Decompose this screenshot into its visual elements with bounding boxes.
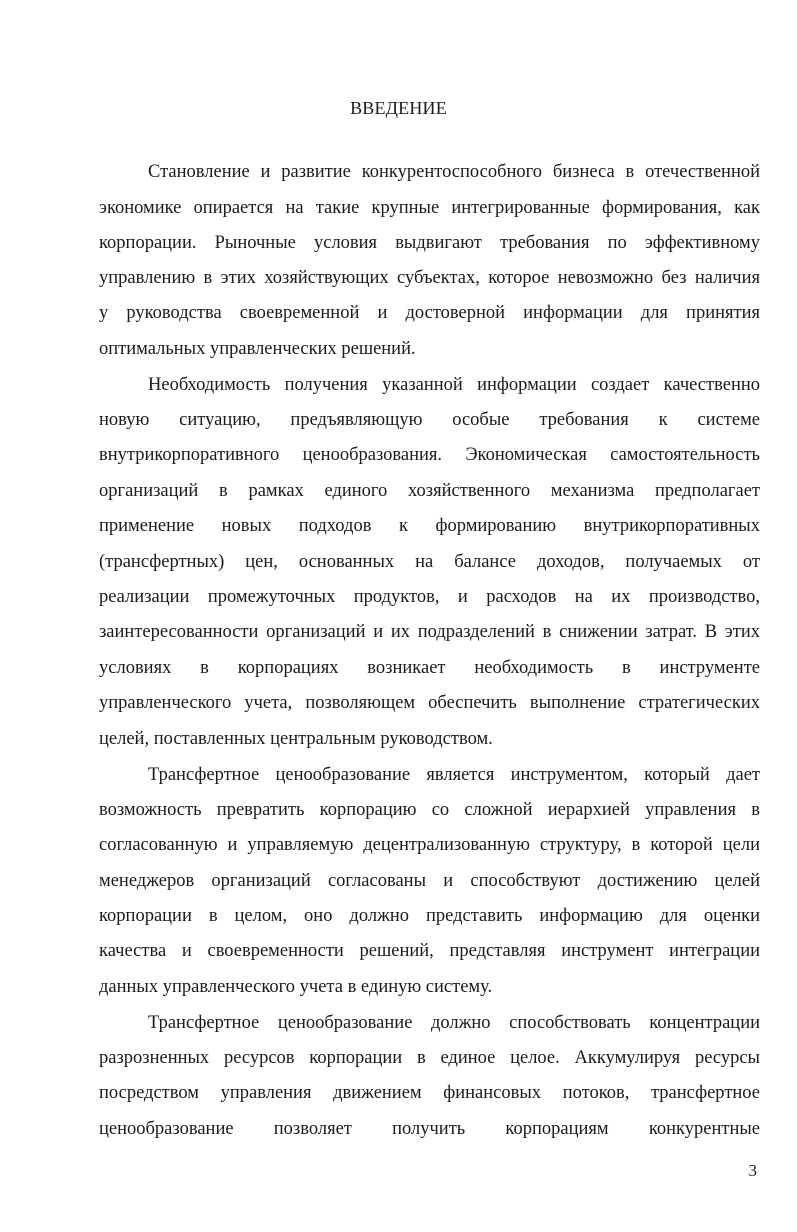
- text-line: экономике опирается на такие крупные интегрированные формирования, как: [99, 198, 760, 218]
- text-line: ценообразование позволяет получить корпорациям конкурентные: [99, 1119, 760, 1139]
- text-line: Трансфертное ценообразование является инструментом, который дает: [148, 765, 760, 785]
- text-line: корпорации в целом, оно должно представить информацию для оценки: [99, 906, 760, 926]
- page-title: ВВЕДЕНИЕ: [350, 98, 447, 118]
- text-line: у руководства своевременной и достоверной информации для принятия: [99, 303, 760, 323]
- text-line: целей, поставленных центральным руководством.: [99, 729, 493, 749]
- text-line: разрозненных ресурсов корпорации в единое целое. Аккумулируя ресурсы: [99, 1048, 760, 1068]
- text-line: корпорации. Рыночные условия выдвигают требования по эффективному: [99, 233, 760, 253]
- text-line: Трансфертное ценообразование должно способствовать концентрации: [148, 1013, 760, 1033]
- text-line: возможность превратить корпорацию со сложной иерархией управления в: [99, 800, 760, 820]
- text-line: управлению в этих хозяйствующих субъектах, которое невозможно без наличия: [99, 268, 760, 288]
- text-line: организаций в рамках единого хозяйственного механизма предполагает: [99, 481, 760, 501]
- text-line: применение новых подходов к формированию внутрикорпоративных: [99, 516, 760, 536]
- text-line: посредством управления движением финансовых потоков, трансфертное: [99, 1083, 760, 1103]
- text-line: Становление и развитие конкурентоспособного бизнеса в отечественной: [148, 162, 760, 182]
- text-line: реализации промежуточных продуктов, и расходов на их производство,: [99, 587, 760, 607]
- text-line: согласованную и управляемую децентрализованную структуру, в которой цели: [99, 835, 760, 855]
- text-line: внутрикорпоративного ценообразования. Экономическая самостоятельность: [99, 445, 760, 465]
- text-line: менеджеров организаций согласованы и способствуют достижению целей: [99, 871, 760, 891]
- text-line: заинтересованности организаций и их подразделений в снижении затрат. В этих: [99, 622, 760, 642]
- text-line: управленческого учета, позволяющем обеспечить выполнение стратегических: [99, 693, 760, 713]
- text-line: условиях в корпорациях возникает необходимость в инструменте: [99, 658, 760, 678]
- text-line: новую ситуацию, предъявляющую особые требования к системе: [99, 410, 760, 430]
- text-line: качества и своевременности решений, представляя инструмент интеграции: [99, 941, 760, 961]
- text-line: (трансфертных) цен, основанных на балансе доходов, получаемых от: [99, 552, 760, 572]
- text-line: Необходимость получения указанной информации создает качественно: [148, 375, 760, 395]
- text-line: оптимальных управленческих решений.: [99, 339, 416, 359]
- page-number: 3: [748, 1161, 757, 1180]
- text-line: данных управленческого учета в единую систему.: [99, 977, 493, 997]
